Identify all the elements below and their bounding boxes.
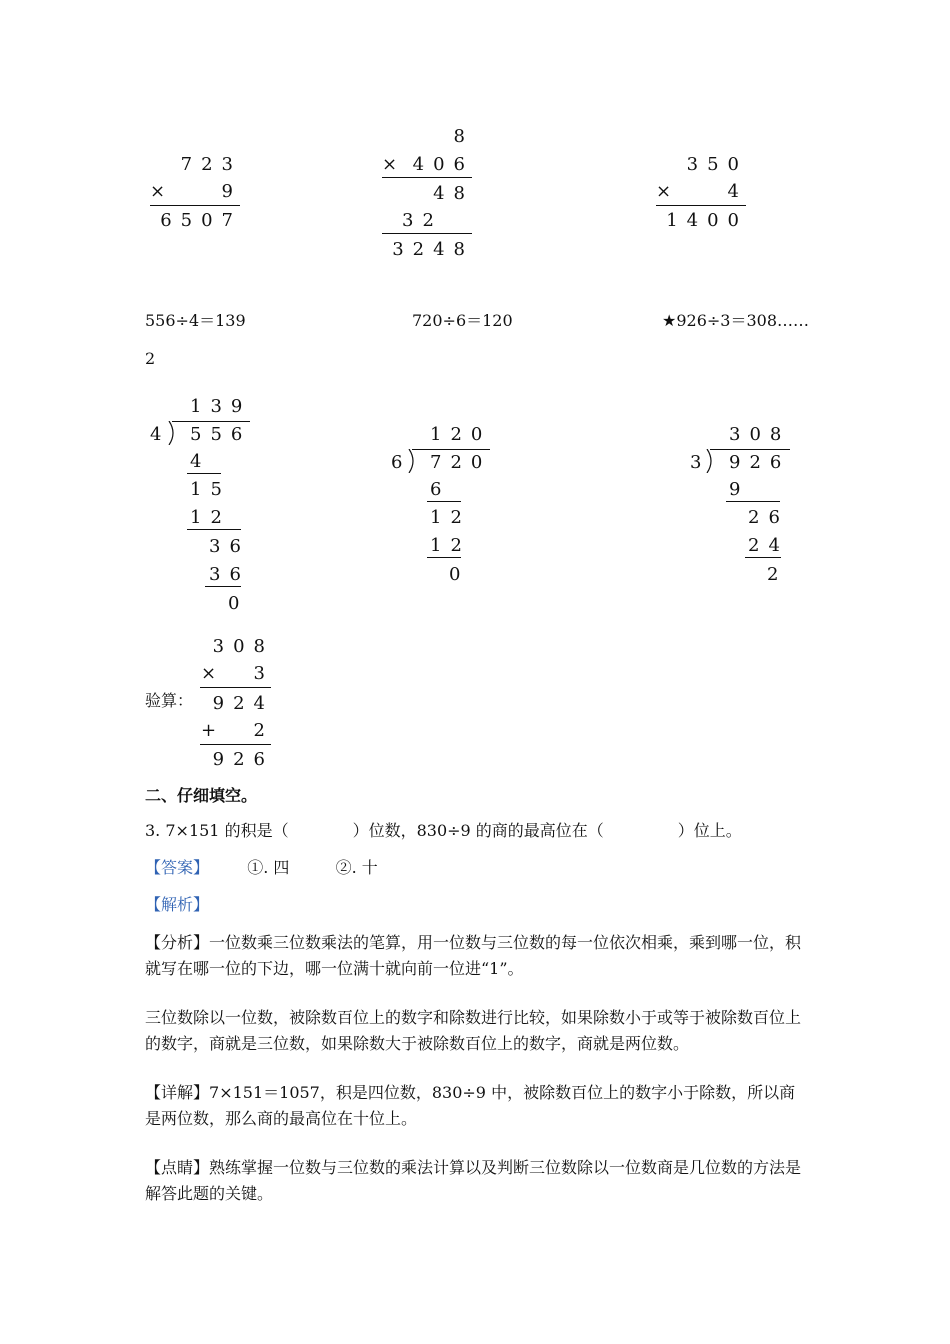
analysis-label: 【解析】: [145, 895, 210, 914]
equation-720-div-6: 720÷6＝120: [412, 311, 513, 330]
detail-tag: 【详解】: [145, 1083, 210, 1102]
multiplier: 406: [412, 154, 474, 175]
key-point-text: 熟练掌握一位数与三位数的乘法计算以及判断三位数除以一位数商是几位数的方法是解答此题的关键。: [145, 1158, 802, 1203]
equation-926-div-3-remainder: 2: [145, 349, 156, 368]
question-text-part2: ）位数，830÷9 的商的最高位在（: [352, 821, 604, 840]
dividend: 926: [729, 452, 791, 473]
division-step: 6: [430, 479, 451, 500]
question-text-part3: ）位上。: [677, 821, 742, 840]
rule-line: [726, 501, 780, 502]
answer-2: ②. 十: [335, 858, 378, 877]
division-step: 12: [430, 507, 471, 528]
answer-row: [145, 857, 378, 879]
dividend: 556: [190, 424, 252, 445]
analysis-paragraph: [145, 930, 810, 982]
partial-product-2: 32: [402, 210, 443, 231]
rule-line: [200, 687, 271, 688]
check-sum: 926: [212, 749, 274, 770]
equation-926-div-3: ★926÷3＝308……: [662, 311, 810, 330]
detail-paragraph: [145, 1080, 810, 1132]
multiplier: 9: [221, 181, 242, 202]
rule-line: [427, 557, 461, 558]
division-step: 12: [190, 507, 231, 528]
rule-line: [745, 557, 781, 558]
partial-product-1: 48: [433, 183, 474, 204]
multiply-sign: ×: [201, 663, 226, 684]
divisor: 4: [150, 424, 171, 445]
rule-line: [382, 233, 472, 234]
product: 3248: [392, 239, 474, 260]
rule-line: [187, 473, 221, 474]
question-text-part1: 7×151 的积是（: [165, 821, 289, 840]
division-step: 4: [190, 451, 211, 472]
division-bar: [412, 449, 490, 450]
analysis-text: 一位数乘三位数乘法的笔算，用一位数与三位数的每一位依次相乘，乘到哪一位，积就写在哪一位的下边，哪一位满十就向前一位进“1”。: [145, 933, 802, 978]
division-step: 36: [209, 564, 250, 585]
equation-556-div-4: 556÷4＝139: [145, 311, 246, 330]
rule-line: [656, 205, 746, 206]
multiplicand: 350: [686, 154, 748, 175]
division-bar: [172, 421, 250, 422]
section-title: 二、仔细填空。: [145, 786, 258, 805]
dividend: 720: [430, 452, 492, 473]
remainder: 2: [767, 564, 788, 585]
multiply-sign: ×: [382, 154, 407, 175]
verification-label: 验算：: [145, 691, 194, 710]
product: 6507: [160, 210, 242, 231]
check-product: 924: [212, 693, 274, 714]
comparison-text: 三位数除以一位数，被除数百位上的数字和除数进行比较，如果除数小于或等于被除数百位上的数字，商就是三位数，如果除数大于被除数百位上的数字，商就是两位数。: [145, 1008, 802, 1053]
division-step: 12: [430, 535, 471, 556]
multiplicand: 723: [180, 154, 242, 175]
question-number: 3.: [145, 821, 161, 840]
division-step: 15: [190, 479, 231, 500]
quotient: 120: [430, 424, 492, 445]
multiplicand: 8: [453, 126, 474, 147]
divisor: 3: [690, 452, 711, 473]
divisor: 6: [391, 452, 412, 473]
comparison-paragraph: [145, 1005, 810, 1057]
division-step: 9: [729, 479, 750, 500]
division-step: 24: [748, 535, 789, 556]
check-multiplier: 3: [253, 663, 274, 684]
remainder: 0: [449, 564, 470, 585]
rule-line: [382, 177, 472, 178]
plus-sign: +: [201, 720, 226, 741]
remainder: 0: [228, 593, 249, 614]
quotient: 139: [190, 396, 252, 417]
key-point-tag: 【点睛】: [145, 1158, 210, 1177]
multiplier: 4: [727, 181, 748, 202]
key-point-paragraph: [145, 1155, 810, 1207]
rule-line: [150, 205, 240, 206]
check-multiplicand: 308: [212, 636, 274, 657]
check-addend: 2: [253, 720, 274, 741]
division-step: 36: [209, 536, 250, 557]
rule-line: [427, 501, 461, 502]
question-3: [145, 820, 742, 842]
detail-text: 7×151＝1057，积是四位数，830÷9 中，被除数百位上的数字小于除数，所以商是两位数，那么商的最高位在十位上。: [145, 1083, 796, 1128]
answer-label: 【答案】: [145, 858, 210, 877]
multiply-sign: ×: [150, 181, 175, 202]
answer-1: ①. 四: [247, 858, 290, 877]
rule-line: [200, 744, 271, 745]
rule-line: [205, 586, 241, 587]
division-bar: [710, 449, 790, 450]
multiply-sign: ×: [656, 181, 681, 202]
product: 1400: [666, 210, 748, 231]
analysis-tag: 【分析】: [145, 933, 210, 952]
division-step: 26: [748, 507, 789, 528]
quotient: 308: [729, 424, 791, 445]
rule-line: [187, 529, 241, 530]
